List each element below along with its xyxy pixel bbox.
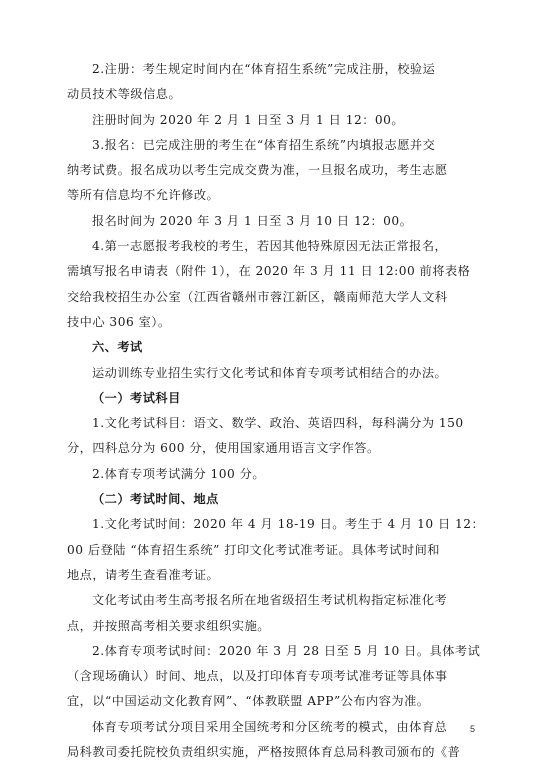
paragraph-line: 注册时间为 2020 年 2 月 1 日至 3 月 1 日 12：00。 bbox=[92, 112, 405, 127]
paragraph-line: 体育专项考试分项目采用全国统考和分区统考的模式，由体育总 bbox=[92, 719, 448, 734]
paragraph-line: 技中心 306 室）。 bbox=[67, 314, 171, 329]
paragraph-line: 1.文化考试时间：2020 年 4 月 18-19 日。考生于 4 月 10 日 12： bbox=[92, 517, 485, 532]
paragraph-line: 点，并按照高考相关要求组织实施。 bbox=[67, 618, 270, 633]
paragraph-line: 运动训练专业招生实行文化考试和体育专项考试相结合的办法。 bbox=[92, 365, 448, 380]
paragraph-line: 纳考试费。报名成功以考生完成交费为准，一旦报名成功，考生志愿 bbox=[67, 163, 448, 178]
paragraph-line: 等所有信息均不允许修改。 bbox=[67, 188, 220, 203]
paragraph-line: （含现场确认）时间、地点，以及打印体育专项考试准考证等具体事 bbox=[67, 669, 448, 684]
paragraph-line: 报名时间为 2020 年 3 月 1 日至 3 月 10 日 12：00。 bbox=[92, 213, 413, 228]
paragraph-line: 00 后登陆 “体育招生系统” 打印文化考试准考证。具体考试时间和 bbox=[67, 542, 440, 557]
subsection-heading: （二）考试时间、地点 bbox=[92, 492, 219, 507]
paragraph-line: 交给我校招生办公室（江西省赣州市蓉江新区，赣南师范大学人文科 bbox=[67, 289, 448, 304]
paragraph-line: 动员技术等级信息。 bbox=[67, 87, 182, 102]
paragraph-line: 宜，以“中国运动文化教育网”、“体教联盟 APP”公布内容为准。 bbox=[67, 694, 430, 709]
page-number: 5 bbox=[470, 724, 476, 734]
paragraph-line: 需填写报名申请表（附件 1），在 2020 年 3 月 11 日 12:00 前将表格 bbox=[67, 264, 471, 279]
paragraph-line: 4.第一志愿报考我校的考生，若因其他特殊原因无法正常报名， bbox=[92, 239, 448, 254]
paragraph-line: 局科教司委托院校负责组织实施，严格按照体育总局科教司颁布的《普 bbox=[67, 745, 461, 760]
paragraph-line: 分，四科总分为 600 分，使用国家通用语言文字作答。 bbox=[67, 441, 380, 456]
paragraph-line: 2.注册：考生规定时间内在“体育招生系统”完成注册，校验运 bbox=[92, 62, 436, 76]
paragraph-line: 2.体育专项考试满分 100 分。 bbox=[92, 466, 266, 481]
paragraph-line: 1.文化考试科目：语文、数学、政治、英语四科，每科满分为 150 bbox=[92, 416, 464, 431]
subsection-heading: （一）考试科目 bbox=[92, 390, 181, 405]
paragraph-line: 文化考试由考生高考报名所在地省级招生考试机构指定标准化考 bbox=[92, 593, 448, 608]
paragraph-line: 3.报名：已完成注册的考生在“体育招生系统”内填报志愿并交 bbox=[92, 137, 436, 152]
paragraph-line: 地点，请考生查看准考证。 bbox=[67, 567, 220, 582]
paragraph-line: 2.体育专项考试时间：2020 年 3 月 28 日至 5 月 10 日。具体考试 bbox=[92, 643, 481, 658]
section-heading: 六、考试 bbox=[92, 340, 143, 355]
document-body bbox=[0, 57, 540, 765]
